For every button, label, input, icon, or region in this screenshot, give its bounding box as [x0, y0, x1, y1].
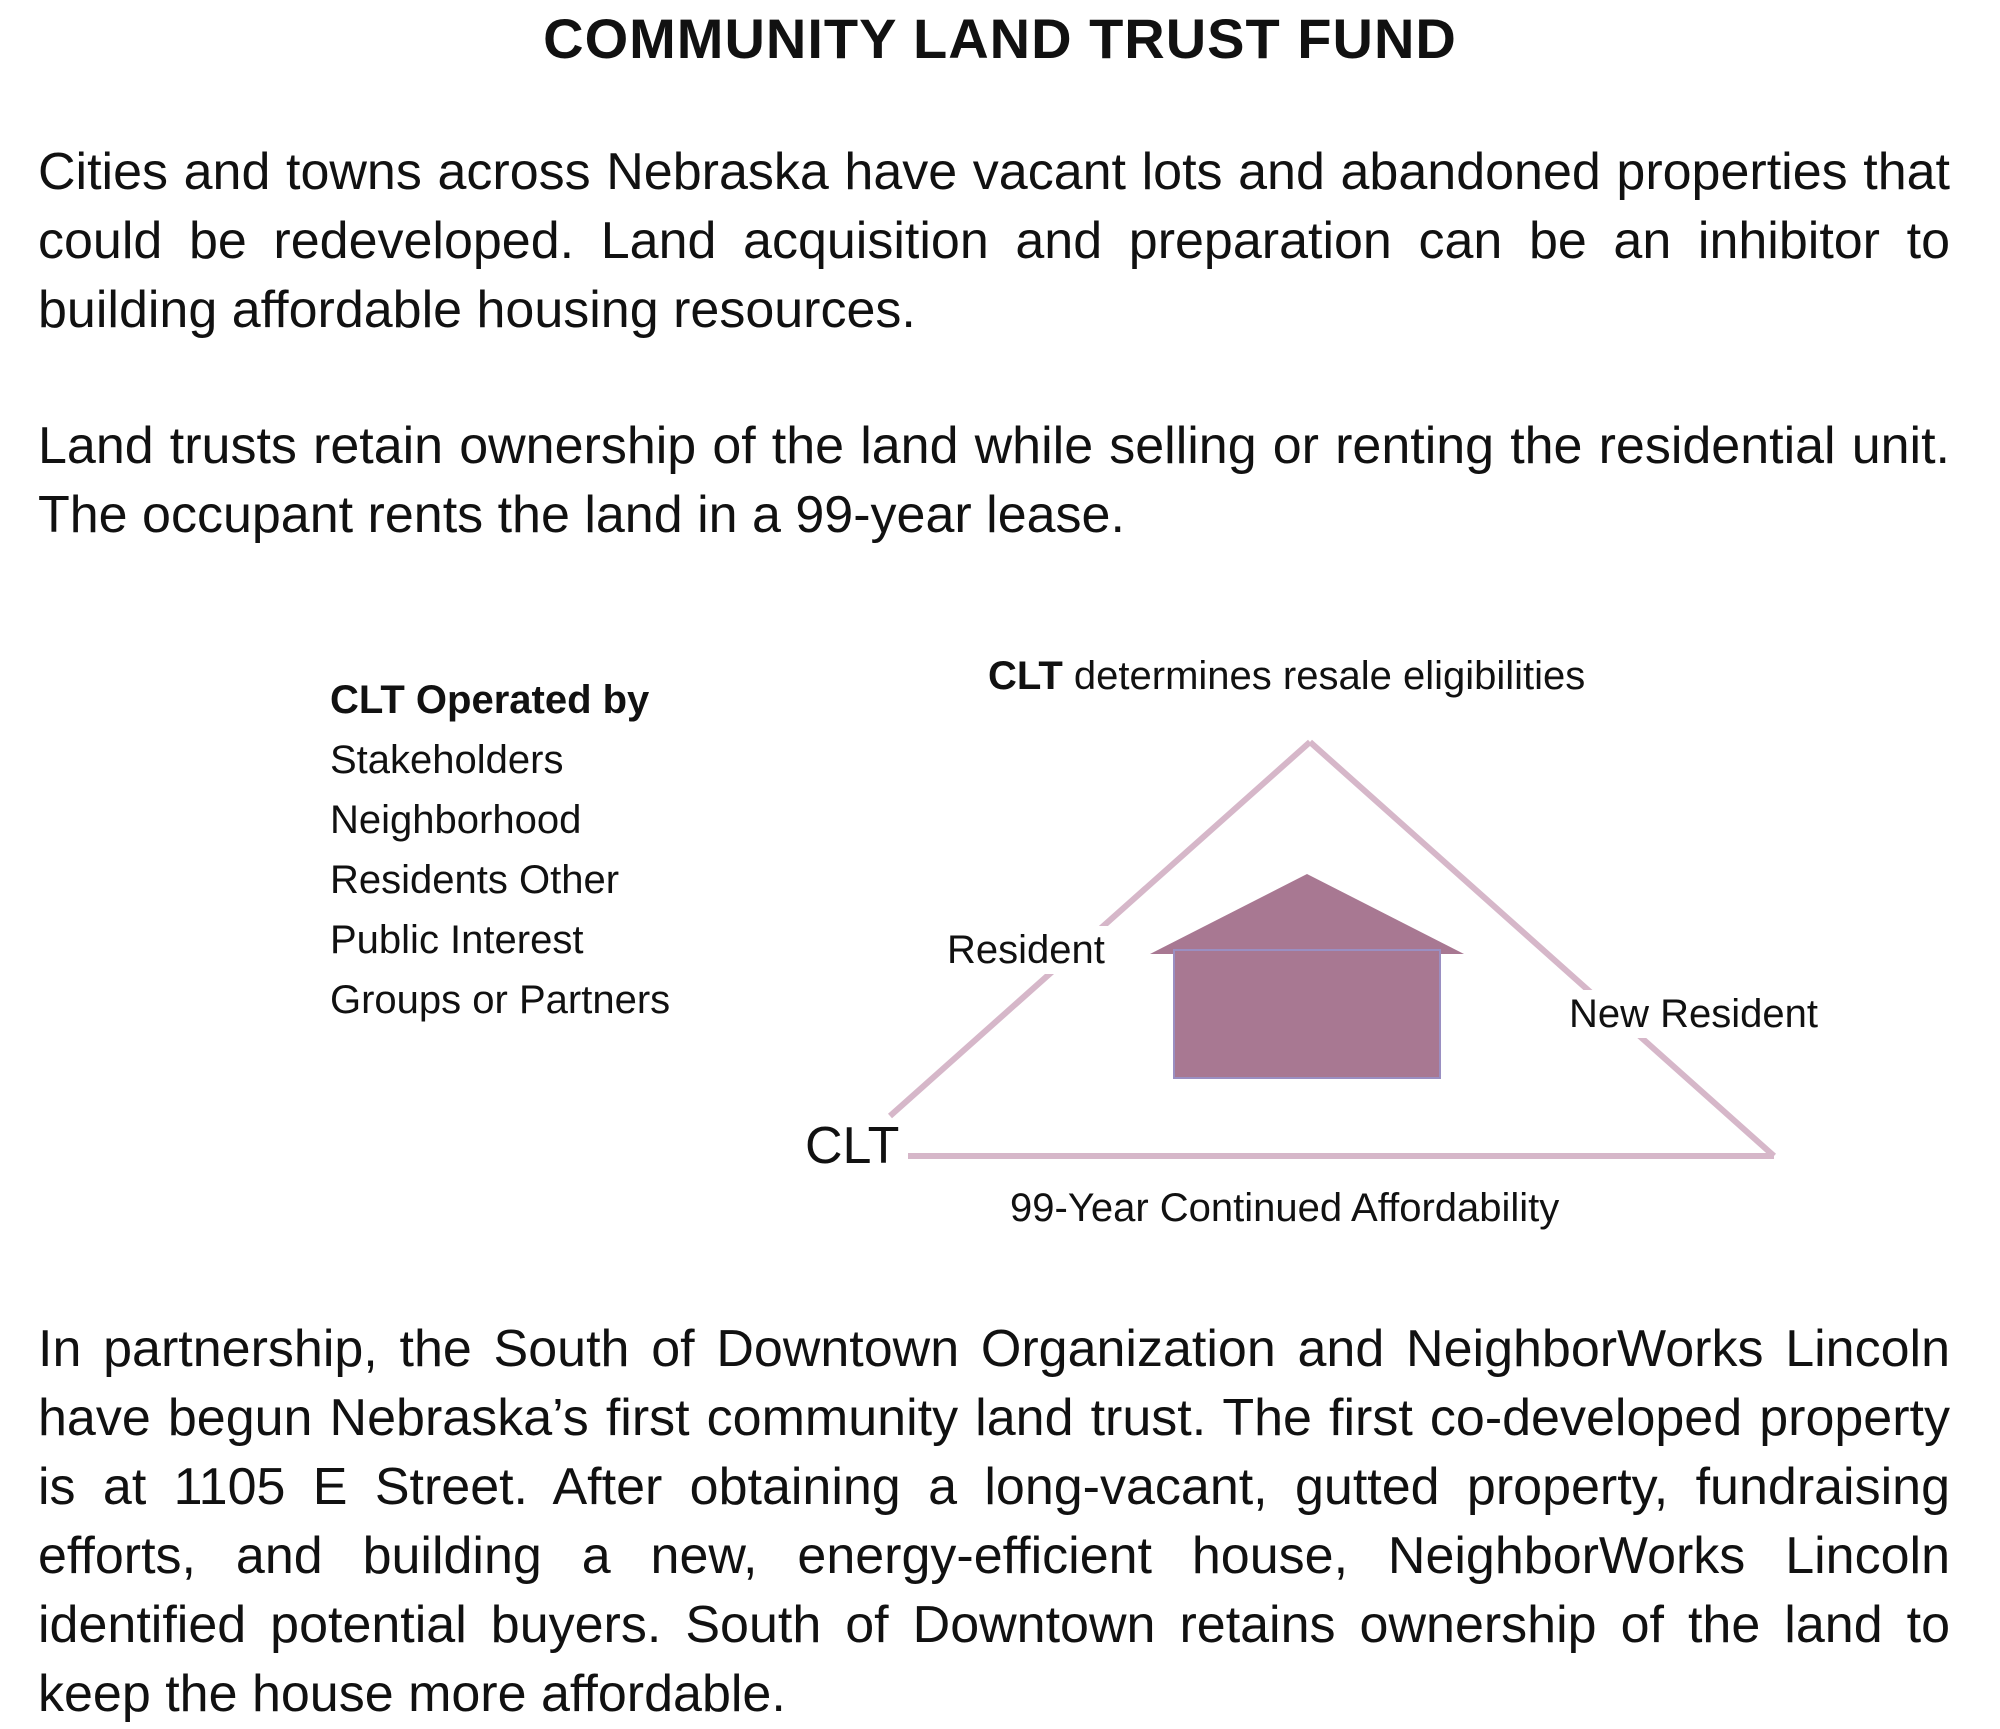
- operated-by-line: Neighborhood: [330, 798, 582, 842]
- operated-by-line: Stakeholders: [330, 738, 564, 782]
- resident-label: Resident: [943, 926, 1109, 974]
- operated-by-line: Groups or Partners: [330, 978, 671, 1022]
- resale-eligibility-text: determines resale eligibilities: [1062, 654, 1586, 698]
- resale-eligibility-bold: CLT: [988, 654, 1063, 698]
- affordability-label: 99-Year Continued Affordability: [1010, 1186, 1560, 1230]
- operated-by-line: Residents Other: [330, 858, 620, 902]
- partnership-paragraph: In partnership, the South of Downtown Organization and NeighborWorks Lincoln have begun Nebraska’s first community land trust. The first co-developed property is at 1105 E Street. After obtaining a long-vacant, gutted property, fundraising efforts, and building a new, energy-efficient house, NeighborWorks Lincoln identified potential buyers. South of Downtown retains ownership of the land to keep the house more affordable.: [38, 1320, 1950, 1723]
- house-icon: [1150, 874, 1464, 1078]
- house-body: [1174, 950, 1440, 1078]
- land-trusts-paragraph: Land trusts retain ownership of the land while selling or renting the residential unit. The occupant rents the land in a 99-year lease.: [38, 417, 1950, 544]
- operated-by-heading: CLT Operated by: [330, 678, 650, 722]
- new-resident-label: New Resident: [1565, 990, 1822, 1038]
- operated-by-line: Public Interest: [330, 918, 584, 962]
- house-roof: [1150, 874, 1464, 954]
- intro-paragraph: Cities and towns across Nebraska have vacant lots and abandoned properties that could be redeveloped. Land acquisition and preparation can be an inhibitor to building affordable housing resources.: [38, 143, 1950, 339]
- page-title: COMMUNITY LAND TRUST FUND: [543, 7, 1457, 70]
- resale-eligibility-label: [988, 652, 1585, 700]
- clt-corner-label: CLT: [805, 1117, 900, 1175]
